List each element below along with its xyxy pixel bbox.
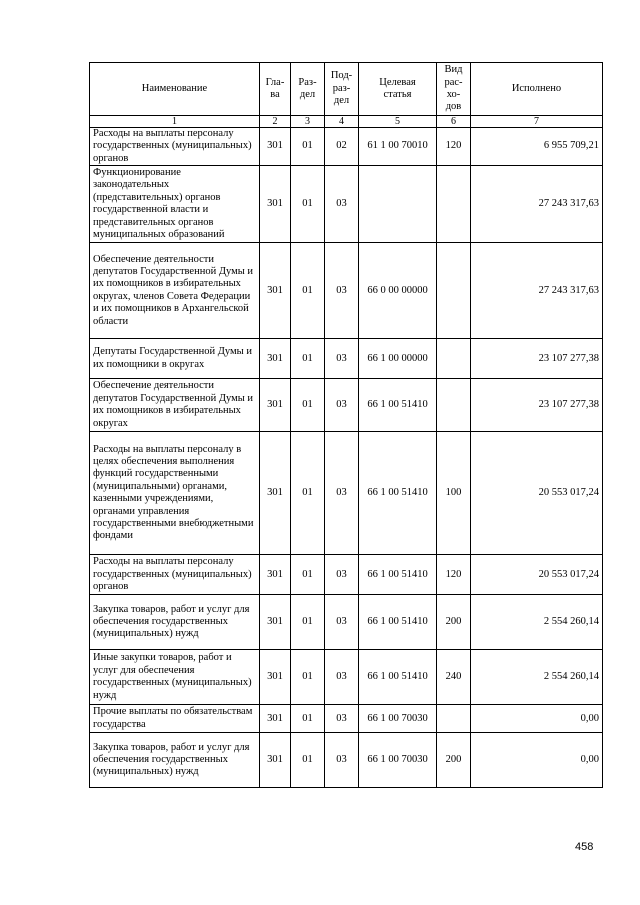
cell-name: Обеспечение деятельности депутатов Государственной Думы и их помощников в избирательных округах — [90, 379, 260, 432]
cell-section: 01 — [291, 243, 325, 339]
cell-subsection: 03 — [325, 650, 359, 705]
table-row — [90, 595, 603, 650]
cell-target: 66 1 00 51410 — [359, 650, 437, 705]
table-row — [90, 166, 603, 243]
cell-chapter: 301 — [260, 339, 291, 379]
cell-name: Расходы на выплаты персоналу в целях обеспечения выполнения функций государственными (муниципальными) органами, казенными учреждениями, органами управления государственными внебюджетными фондами — [90, 432, 260, 555]
cell-subsection: 03 — [325, 243, 359, 339]
page-number: 458 — [575, 841, 594, 853]
cell-executed: 20 553 017,24 — [471, 432, 603, 555]
cell-name: Расходы на выплаты персоналу государственных (муниципальных) органов — [90, 555, 260, 595]
cell-chapter: 301 — [260, 243, 291, 339]
cell-subsection: 03 — [325, 733, 359, 788]
cell-executed: 2 554 260,14 — [471, 595, 603, 650]
cell-name: Функционирование законодательных (представительных) органов государственной власти и представительных органов муниципальных образований — [90, 166, 260, 243]
cell-subsection: 03 — [325, 595, 359, 650]
cell-chapter: 301 — [260, 128, 291, 166]
table-row — [90, 379, 603, 432]
column-number: 4 — [325, 116, 359, 128]
cell-chapter: 301 — [260, 705, 291, 733]
cell-exp-type: 240 — [437, 650, 471, 705]
cell-exp-type: 200 — [437, 595, 471, 650]
column-number: 6 — [437, 116, 471, 128]
table-row — [90, 650, 603, 705]
table-row — [90, 733, 603, 788]
header-line: Раз- — [298, 76, 317, 88]
cell-target: 66 1 00 70030 — [359, 705, 437, 733]
header-line: статья — [383, 89, 412, 100]
cell-target: 66 1 00 51410 — [359, 379, 437, 432]
cell-exp-type — [437, 166, 471, 243]
table-body — [90, 128, 603, 788]
cell-name: Иные закупки товаров, работ и услуг для обеспечения государственных (муниципальных) нужд — [90, 650, 260, 705]
cell-chapter: 301 — [260, 432, 291, 555]
cell-subsection: 03 — [325, 166, 359, 243]
cell-executed: 0,00 — [471, 705, 603, 733]
cell-section: 01 — [291, 128, 325, 166]
cell-target: 66 1 00 51410 — [359, 595, 437, 650]
cell-exp-type: 100 — [437, 432, 471, 555]
cell-exp-type: 120 — [437, 128, 471, 166]
header-exp_type — [437, 63, 471, 116]
cell-executed: 23 107 277,38 — [471, 379, 603, 432]
cell-section: 01 — [291, 432, 325, 555]
header-line: Наименование — [141, 82, 208, 94]
header-target — [359, 63, 437, 116]
header-chapter — [260, 63, 291, 116]
column-number: 7 — [471, 116, 603, 128]
cell-executed: 0,00 — [471, 733, 603, 788]
cell-subsection: 03 — [325, 555, 359, 595]
cell-section: 01 — [291, 595, 325, 650]
cell-chapter: 301 — [260, 733, 291, 788]
cell-executed: 23 107 277,38 — [471, 339, 603, 379]
table-row — [90, 339, 603, 379]
table-row — [90, 432, 603, 555]
cell-target — [359, 166, 437, 243]
cell-target: 61 1 00 70010 — [359, 128, 437, 166]
cell-target: 66 0 00 00000 — [359, 243, 437, 339]
table-row — [90, 128, 603, 166]
cell-executed: 27 243 317,63 — [471, 243, 603, 339]
budget-table — [89, 62, 603, 788]
header-line: ва — [270, 89, 280, 100]
cell-executed: 6 955 709,21 — [471, 128, 603, 166]
header-line: Под- — [330, 70, 353, 82]
cell-exp-type — [437, 705, 471, 733]
header-executed — [471, 63, 603, 116]
header-row — [90, 63, 603, 116]
header-name — [90, 63, 260, 116]
cell-chapter: 301 — [260, 650, 291, 705]
cell-exp-type: 120 — [437, 555, 471, 595]
column-number: 3 — [291, 116, 325, 128]
header-section — [291, 63, 325, 116]
cell-subsection: 03 — [325, 339, 359, 379]
cell-name: Обеспечение деятельности депутатов Государственной Думы и их помощников в избирательных округах, членов Совета Федерации и их помощников в Архангельской области — [90, 243, 260, 339]
cell-section: 01 — [291, 650, 325, 705]
cell-name: Закупка товаров, работ и услуг для обеспечения государственных (муниципальных) нужд — [90, 733, 260, 788]
cell-chapter: 301 — [260, 555, 291, 595]
cell-exp-type: 200 — [437, 733, 471, 788]
cell-name: Расходы на выплаты персоналу государственных (муниципальных) органов — [90, 128, 260, 166]
header-line: дел — [299, 89, 316, 100]
cell-section: 01 — [291, 166, 325, 243]
header-line: Гла- — [265, 76, 285, 88]
table-row — [90, 555, 603, 595]
cell-chapter: 301 — [260, 379, 291, 432]
cell-executed: 27 243 317,63 — [471, 166, 603, 243]
cell-exp-type — [437, 243, 471, 339]
cell-executed: 20 553 017,24 — [471, 555, 603, 595]
header-line: Вид — [444, 64, 463, 76]
table-header — [90, 63, 603, 128]
cell-section: 01 — [291, 733, 325, 788]
cell-chapter: 301 — [260, 595, 291, 650]
header-line: хо- — [446, 89, 461, 100]
cell-target: 66 1 00 51410 — [359, 432, 437, 555]
column-numbers-row — [90, 116, 603, 128]
header-line: дел — [333, 95, 350, 107]
cell-section: 01 — [291, 339, 325, 379]
cell-section: 01 — [291, 555, 325, 595]
column-number: 2 — [260, 116, 291, 128]
header-line: Целевая — [379, 76, 416, 88]
table-row — [90, 243, 603, 339]
cell-exp-type — [437, 379, 471, 432]
cell-name: Прочие выплаты по обязательствам государства — [90, 705, 260, 733]
cell-target: 66 1 00 70030 — [359, 733, 437, 788]
cell-subsection: 03 — [325, 432, 359, 555]
cell-name: Закупка товаров, работ и услуг для обеспечения государственных (муниципальных) нужд — [90, 595, 260, 650]
header-line: раз- — [332, 82, 351, 94]
cell-section: 01 — [291, 379, 325, 432]
header-subsection — [325, 63, 359, 116]
cell-target: 66 1 00 00000 — [359, 339, 437, 379]
table-row — [90, 705, 603, 733]
header-line: Исполнено — [511, 82, 562, 94]
cell-subsection: 03 — [325, 379, 359, 432]
cell-exp-type — [437, 339, 471, 379]
header-line: дов — [445, 101, 462, 113]
column-number: 1 — [90, 116, 260, 128]
cell-name: Депутаты Государственной Думы и их помощники в округах — [90, 339, 260, 379]
cell-section: 01 — [291, 705, 325, 733]
column-number: 5 — [359, 116, 437, 128]
cell-subsection: 02 — [325, 128, 359, 166]
cell-target: 66 1 00 51410 — [359, 555, 437, 595]
header-line: рас- — [444, 76, 463, 88]
cell-executed: 2 554 260,14 — [471, 650, 603, 705]
cell-subsection: 03 — [325, 705, 359, 733]
cell-chapter: 301 — [260, 166, 291, 243]
